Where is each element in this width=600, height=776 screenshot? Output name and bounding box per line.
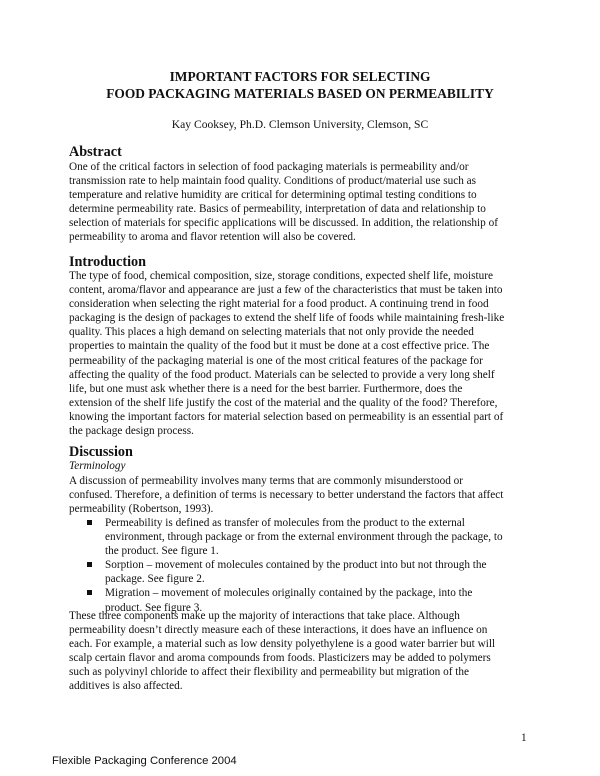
discussion-closing-text: These three components make up the majority of interactions that take place. Although permeability doesn’t directly measure each of these interactions, it does have an influence on each. For example, a material such as low density polyethylene is a good water barrier but will scalp certain flavor and aroma compounds from foods. Plasticizers may be added to polymers such as polyvinyl chloride to affect their flexibility and permeability but migration of the additives is also affected. [69,610,496,693]
abstract-heading: Abstract [69,144,122,160]
page-footer: Flexible Packaging Conference 2004 [52,755,237,767]
title-line-2: FOOD PACKAGING MATERIALS BASED ON PERMEABILITY [106,85,494,101]
list-item-text: Sorption – movement of molecules contained by the product into but not through the package. See figure 2. [105,559,487,586]
list-item-text: Migration – movement of molecules originally contained by the package, into the product. See figure 3. [105,587,473,614]
author-line: Kay Cooksey, Ph.D. Clemson University, Clemson, SC [171,118,429,131]
abstract-text: One of the critical factors in selection of food packaging materials is permeability and/or transmission rate to help maintain food quality. Conditions of product/material use such as temperature and relative humidity are critical for determining optimal testing conditions to determine permeability rate. Basics of permeability, interpretation of data and relationship to selection of materials for specific applications will be discussed. In addition, the relationship of permeability to aroma and flavor retention will also be covered. [69,161,498,244]
discussion-heading: Discussion [69,444,133,460]
list-item [87,558,537,586]
paper-title [0,69,600,102]
page-number: 1 [521,732,527,744]
introduction-text: The type of food, chemical composition, size, storage conditions, expected shelf life, moisture content, aroma/flavor and appearance are just a few of the characteristics that must be taken into consideration when selecting the right material for a food product. A continuing trend in food packaging is the design of packages to extend the shelf life of foods while maintaining fresh-like quality. This places a high demand on selecting materials that not only provide the needed properties to maintain the quality of the food but it must be done at a cost effective price. The permeability of the packaging material is one of the most critical features of the package for affecting the quality of the food product. Materials can be selected to provide a very long shelf life, but one must ask whether there is a need for the best barrier. Furthermore, does the extension of the shelf life justify the cost of the material and the quality of the food? Therefore, knowing the important factors for material selection based on permeability is an essential part of the package design process. [69,270,505,438]
discussion-intro-text: A discussion of permeability involves many terms that are commonly misunderstood or confused. Therefore, a definition of terms is necessary to better understand the factors that affect permeability (Robertson, 1993). [69,475,504,516]
bullet-icon [87,562,92,567]
title-line-1: IMPORTANT FACTORS FOR SELECTING [169,69,431,84]
terminology-subheading: Terminology [69,460,126,472]
introduction-heading: Introduction [69,254,146,270]
list-item-text: Permeability is defined as transfer of molecules from the product to the external environment, through package or from the external environment through the package, to the product. See figure 1. [105,517,503,558]
bullet-icon [87,520,92,525]
list-item [87,516,537,558]
terminology-list [87,516,537,615]
bullet-icon [87,590,92,595]
